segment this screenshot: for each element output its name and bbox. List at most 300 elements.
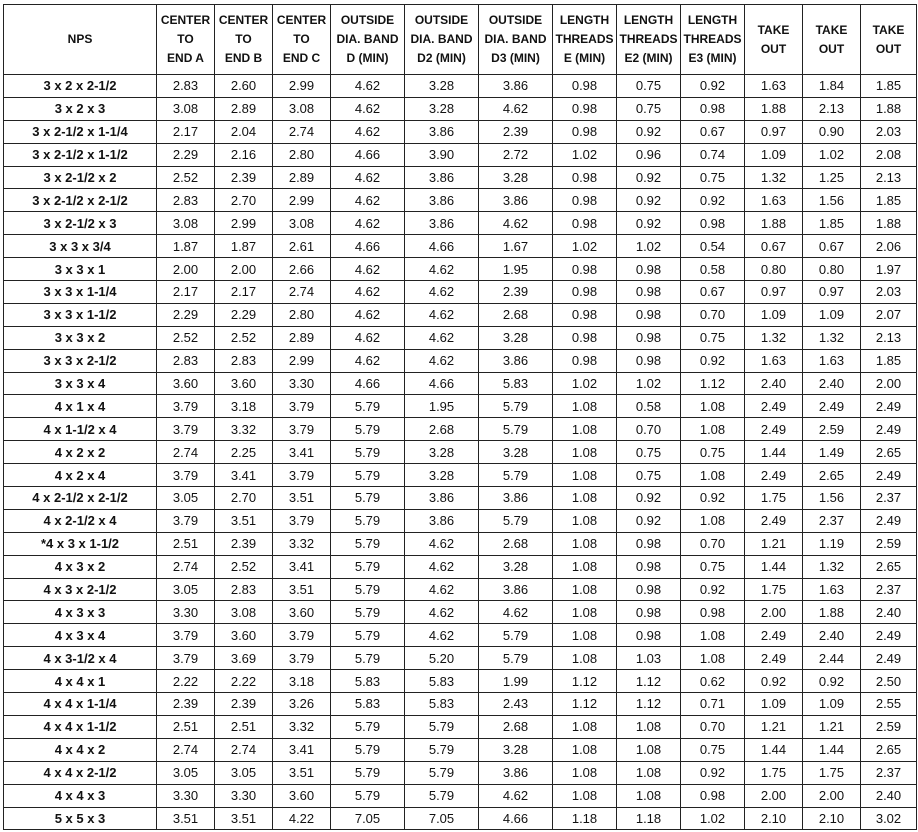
table-header — [4, 5, 917, 75]
value-cell: 1.88 — [861, 97, 917, 120]
value-cell: 2.37 — [861, 578, 917, 601]
value-cell: 0.92 — [681, 578, 745, 601]
value-cell: 1.63 — [745, 349, 803, 372]
value-cell: 3.51 — [273, 578, 331, 601]
value-cell: 0.67 — [803, 235, 861, 258]
value-cell: 3.86 — [479, 75, 553, 98]
value-cell: 1.85 — [861, 189, 917, 212]
value-cell: 3.08 — [215, 601, 273, 624]
value-cell: 3.28 — [479, 555, 553, 578]
value-cell: 0.92 — [617, 166, 681, 189]
table-body — [4, 75, 917, 830]
value-cell: 1.63 — [803, 578, 861, 601]
value-cell: 2.80 — [273, 143, 331, 166]
value-cell: 3.86 — [405, 509, 479, 532]
value-cell: 2.16 — [215, 143, 273, 166]
value-cell: 1.44 — [745, 441, 803, 464]
value-cell: 0.92 — [745, 670, 803, 693]
value-cell: 5.79 — [331, 395, 405, 418]
nps-cell: 4 x 1 x 4 — [4, 395, 157, 418]
value-cell: 0.80 — [803, 258, 861, 281]
nps-cell: 4 x 3 x 3 — [4, 601, 157, 624]
value-cell: 2.49 — [861, 509, 917, 532]
value-cell: 0.98 — [681, 601, 745, 624]
value-cell: 2.10 — [803, 807, 861, 830]
table-row — [4, 647, 917, 670]
table-row — [4, 715, 917, 738]
value-cell: 1.32 — [803, 555, 861, 578]
value-cell: 0.92 — [803, 670, 861, 693]
column-header — [273, 5, 331, 75]
value-cell: 4.66 — [479, 807, 553, 830]
value-cell: 3.28 — [405, 441, 479, 464]
header-text-line: END A — [167, 51, 204, 65]
value-cell: 1.08 — [681, 395, 745, 418]
column-header — [331, 5, 405, 75]
column-header — [681, 5, 745, 75]
table-row — [4, 441, 917, 464]
value-cell: 1.88 — [861, 212, 917, 235]
value-cell: 0.98 — [553, 281, 617, 304]
value-cell: 5.79 — [331, 441, 405, 464]
value-cell: 0.75 — [681, 166, 745, 189]
value-cell: 2.70 — [215, 487, 273, 510]
table-row — [4, 418, 917, 441]
table-row — [4, 372, 917, 395]
value-cell: 3.60 — [273, 784, 331, 807]
value-cell: 0.67 — [681, 120, 745, 143]
value-cell: 4.62 — [331, 258, 405, 281]
value-cell: 2.74 — [273, 120, 331, 143]
header-text-line: CENTER — [276, 13, 327, 27]
value-cell: 3.32 — [215, 418, 273, 441]
value-cell: 0.98 — [553, 258, 617, 281]
value-cell: 0.92 — [617, 189, 681, 212]
value-cell: 1.75 — [745, 578, 803, 601]
value-cell: 5.79 — [479, 395, 553, 418]
value-cell: 0.92 — [681, 349, 745, 372]
value-cell: 2.49 — [745, 418, 803, 441]
header-text-line: TAKE — [757, 22, 790, 37]
value-cell: 1.02 — [617, 235, 681, 258]
header-text-line: E2 (MIN) — [624, 51, 673, 65]
value-cell: 2.49 — [861, 624, 917, 647]
value-cell: 5.79 — [479, 464, 553, 487]
value-cell: 0.92 — [617, 509, 681, 532]
nps-cell: 4 x 4 x 1-1/2 — [4, 715, 157, 738]
value-cell: 1.32 — [803, 326, 861, 349]
value-cell: 3.86 — [405, 212, 479, 235]
value-cell: 5.79 — [331, 738, 405, 761]
value-cell: 3.08 — [273, 97, 331, 120]
value-cell: 3.30 — [157, 601, 215, 624]
value-cell: 1.88 — [745, 97, 803, 120]
value-cell: 0.98 — [617, 326, 681, 349]
value-cell: 0.70 — [681, 532, 745, 555]
value-cell: 1.12 — [617, 693, 681, 716]
dimensions-table — [3, 4, 917, 830]
value-cell: 2.17 — [215, 281, 273, 304]
value-cell: 2.65 — [803, 464, 861, 487]
value-cell: 1.63 — [745, 189, 803, 212]
value-cell: 3.60 — [157, 372, 215, 395]
value-cell: 1.44 — [803, 738, 861, 761]
value-cell: 2.52 — [157, 326, 215, 349]
value-cell: 0.97 — [745, 281, 803, 304]
nps-cell: 5 x 5 x 3 — [4, 807, 157, 830]
value-cell: 2.00 — [803, 784, 861, 807]
nps-cell: 3 x 3 x 1-1/2 — [4, 303, 157, 326]
value-cell: 1.84 — [803, 75, 861, 98]
header-text-line: END C — [282, 51, 321, 65]
value-cell: 2.52 — [157, 166, 215, 189]
value-cell: 1.08 — [553, 509, 617, 532]
value-cell: 3.86 — [479, 578, 553, 601]
value-cell: 3.79 — [273, 509, 331, 532]
header-text-line: D (MIN) — [346, 51, 389, 65]
value-cell: 0.75 — [617, 75, 681, 98]
table-row — [4, 143, 917, 166]
value-cell: 3.79 — [157, 464, 215, 487]
value-cell: 1.75 — [745, 761, 803, 784]
value-cell: 1.08 — [681, 418, 745, 441]
header-text-line: THREADS — [619, 32, 678, 46]
value-cell: 3.60 — [273, 601, 331, 624]
nps-cell: 3 x 2-1/2 x 1-1/4 — [4, 120, 157, 143]
value-cell: 1.85 — [803, 212, 861, 235]
value-cell: 3.79 — [157, 647, 215, 670]
value-cell: 3.86 — [479, 487, 553, 510]
column-header-nps — [4, 5, 157, 75]
header-text-line: E (MIN) — [563, 51, 606, 65]
header-text-line: TO — [177, 32, 194, 46]
value-cell: 3.60 — [215, 624, 273, 647]
value-cell: 1.02 — [681, 807, 745, 830]
value-cell: 0.98 — [681, 97, 745, 120]
header-text-line: OUTSIDE — [414, 13, 469, 27]
value-cell: 2.13 — [803, 97, 861, 120]
value-cell: 3.28 — [479, 326, 553, 349]
value-cell: 2.99 — [273, 75, 331, 98]
value-cell: 2.49 — [861, 418, 917, 441]
value-cell: 2.89 — [215, 97, 273, 120]
value-cell: 3.51 — [273, 761, 331, 784]
value-cell: 2.51 — [157, 715, 215, 738]
value-cell: 3.86 — [405, 487, 479, 510]
header-text-line: TAKE — [872, 22, 905, 37]
value-cell: 0.97 — [745, 120, 803, 143]
value-cell: 4.62 — [331, 97, 405, 120]
value-cell: 2.39 — [215, 166, 273, 189]
value-cell: 1.08 — [553, 464, 617, 487]
value-cell: 2.74 — [157, 441, 215, 464]
table-row — [4, 303, 917, 326]
value-cell: 3.79 — [157, 509, 215, 532]
value-cell: 4.62 — [479, 97, 553, 120]
value-cell: 2.49 — [861, 464, 917, 487]
value-cell: 0.98 — [553, 120, 617, 143]
value-cell: 1.25 — [803, 166, 861, 189]
value-cell: 1.09 — [745, 143, 803, 166]
value-cell: 2.74 — [157, 738, 215, 761]
value-cell: 2.66 — [273, 258, 331, 281]
nps-cell: 4 x 2-1/2 x 2-1/2 — [4, 487, 157, 510]
value-cell: 2.40 — [745, 372, 803, 395]
column-header — [745, 5, 803, 75]
value-cell: 5.79 — [479, 509, 553, 532]
value-cell: 3.86 — [405, 120, 479, 143]
nps-cell: 3 x 2-1/2 x 3 — [4, 212, 157, 235]
nps-cell: 3 x 2-1/2 x 2 — [4, 166, 157, 189]
value-cell: 1.09 — [803, 693, 861, 716]
nps-cell: 3 x 2 x 2-1/2 — [4, 75, 157, 98]
value-cell: 2.37 — [803, 509, 861, 532]
value-cell: 2.03 — [861, 120, 917, 143]
value-cell: 0.75 — [681, 555, 745, 578]
value-cell: 1.32 — [745, 326, 803, 349]
value-cell: 2.40 — [803, 372, 861, 395]
value-cell: 2.25 — [215, 441, 273, 464]
value-cell: 4.62 — [331, 212, 405, 235]
value-cell: 1.09 — [745, 693, 803, 716]
nps-cell: 4 x 4 x 2 — [4, 738, 157, 761]
value-cell: 1.18 — [617, 807, 681, 830]
header-text-line: CENTER — [160, 13, 211, 27]
value-cell: 2.83 — [215, 349, 273, 372]
column-header — [405, 5, 479, 75]
value-cell: 4.22 — [273, 807, 331, 830]
value-cell: 1.08 — [553, 441, 617, 464]
value-cell: 1.12 — [553, 670, 617, 693]
value-cell: 4.62 — [331, 349, 405, 372]
value-cell: 1.08 — [553, 715, 617, 738]
value-cell: 4.62 — [331, 75, 405, 98]
nps-cell: 3 x 3 x 2 — [4, 326, 157, 349]
value-cell: 1.08 — [553, 601, 617, 624]
table-row — [4, 349, 917, 372]
table-row — [4, 784, 917, 807]
value-cell: 3.86 — [479, 349, 553, 372]
value-cell: 1.87 — [157, 235, 215, 258]
value-cell: 2.13 — [861, 326, 917, 349]
value-cell: 1.44 — [745, 738, 803, 761]
value-cell: 1.87 — [215, 235, 273, 258]
value-cell: 5.79 — [331, 624, 405, 647]
value-cell: 1.08 — [617, 784, 681, 807]
value-cell: 2.68 — [479, 532, 553, 555]
value-cell: 5.79 — [479, 418, 553, 441]
header-text-line: LENGTH — [559, 13, 610, 27]
value-cell: 0.98 — [617, 281, 681, 304]
value-cell: 1.95 — [405, 395, 479, 418]
value-cell: 4.62 — [479, 784, 553, 807]
value-cell: 0.98 — [617, 532, 681, 555]
value-cell: 1.08 — [553, 532, 617, 555]
value-cell: 1.19 — [803, 532, 861, 555]
value-cell: 1.08 — [681, 624, 745, 647]
value-cell: 2.39 — [157, 693, 215, 716]
nps-cell: 3 x 2-1/2 x 1-1/2 — [4, 143, 157, 166]
value-cell: 1.21 — [745, 715, 803, 738]
value-cell: 3.18 — [215, 395, 273, 418]
value-cell: 0.62 — [681, 670, 745, 693]
value-cell: 3.51 — [215, 807, 273, 830]
header-text-line: LENGTH — [687, 13, 738, 27]
value-cell: 0.90 — [803, 120, 861, 143]
value-cell: 3.60 — [215, 372, 273, 395]
table-row — [4, 75, 917, 98]
value-cell: 2.00 — [745, 601, 803, 624]
value-cell: 3.30 — [215, 784, 273, 807]
value-cell: 1.08 — [681, 464, 745, 487]
value-cell: 0.70 — [681, 303, 745, 326]
value-cell: 0.75 — [617, 97, 681, 120]
value-cell: 2.65 — [861, 555, 917, 578]
value-cell: 0.98 — [617, 578, 681, 601]
value-cell: 3.41 — [215, 464, 273, 487]
value-cell: 3.79 — [157, 624, 215, 647]
value-cell: 1.56 — [803, 189, 861, 212]
value-cell: 3.28 — [405, 75, 479, 98]
value-cell: 2.22 — [215, 670, 273, 693]
value-cell: 1.08 — [553, 784, 617, 807]
header-text-line: LENGTH — [623, 13, 674, 27]
value-cell: 3.51 — [273, 487, 331, 510]
header-text-line: OUT — [875, 41, 902, 56]
value-cell: 2.00 — [745, 784, 803, 807]
value-cell: 3.28 — [479, 738, 553, 761]
value-cell: 2.80 — [273, 303, 331, 326]
value-cell: 3.79 — [157, 418, 215, 441]
value-cell: 3.41 — [273, 738, 331, 761]
column-header — [553, 5, 617, 75]
table-row — [4, 395, 917, 418]
value-cell: 4.66 — [405, 235, 479, 258]
value-cell: 2.59 — [803, 418, 861, 441]
column-header — [617, 5, 681, 75]
value-cell: 0.96 — [617, 143, 681, 166]
value-cell: 5.79 — [331, 487, 405, 510]
column-header — [861, 5, 917, 75]
header-text-line: OUT — [760, 41, 787, 56]
value-cell: 4.62 — [331, 166, 405, 189]
value-cell: 2.89 — [273, 166, 331, 189]
column-header — [803, 5, 861, 75]
value-cell: 5.79 — [405, 715, 479, 738]
value-cell: 2.49 — [745, 509, 803, 532]
value-cell: 1.02 — [553, 372, 617, 395]
value-cell: 5.79 — [405, 738, 479, 761]
header-text-line: TO — [293, 32, 310, 46]
value-cell: 4.62 — [405, 532, 479, 555]
value-cell: 5.79 — [331, 715, 405, 738]
value-cell: 3.86 — [479, 761, 553, 784]
table-row — [4, 166, 917, 189]
value-cell: 1.99 — [479, 670, 553, 693]
value-cell: 3.28 — [405, 464, 479, 487]
value-cell: 1.97 — [861, 258, 917, 281]
header-text-line: TAKE — [815, 22, 848, 37]
table-row — [4, 97, 917, 120]
value-cell: 0.98 — [617, 258, 681, 281]
value-cell: 2.52 — [215, 555, 273, 578]
value-cell: 2.60 — [215, 75, 273, 98]
value-cell: 2.59 — [861, 532, 917, 555]
value-cell: 1.02 — [803, 143, 861, 166]
value-cell: 1.02 — [553, 143, 617, 166]
value-cell: 2.49 — [745, 624, 803, 647]
value-cell: 3.86 — [479, 189, 553, 212]
header-text-line: OUTSIDE — [340, 13, 395, 27]
value-cell: 1.75 — [745, 487, 803, 510]
value-cell: 1.09 — [745, 303, 803, 326]
value-cell: 3.79 — [157, 395, 215, 418]
value-cell: 0.54 — [681, 235, 745, 258]
value-cell: 0.98 — [553, 303, 617, 326]
nps-cell: 3 x 3 x 3/4 — [4, 235, 157, 258]
value-cell: 5.83 — [331, 693, 405, 716]
nps-cell: 4 x 3 x 4 — [4, 624, 157, 647]
value-cell: 2.65 — [861, 441, 917, 464]
value-cell: 2.83 — [157, 189, 215, 212]
value-cell: 1.08 — [617, 761, 681, 784]
value-cell: 2.51 — [157, 532, 215, 555]
value-cell: 1.08 — [553, 555, 617, 578]
table-row — [4, 807, 917, 830]
value-cell: 2.29 — [157, 303, 215, 326]
value-cell: 1.12 — [617, 670, 681, 693]
value-cell: 5.79 — [331, 647, 405, 670]
value-cell: 3.32 — [273, 532, 331, 555]
value-cell: 2.39 — [479, 281, 553, 304]
value-cell: 1.08 — [617, 715, 681, 738]
value-cell: 0.58 — [617, 395, 681, 418]
value-cell: 1.85 — [861, 75, 917, 98]
value-cell: 3.86 — [405, 166, 479, 189]
column-header — [157, 5, 215, 75]
value-cell: 1.08 — [553, 395, 617, 418]
header-text-line: CENTER — [218, 13, 269, 27]
value-cell: 2.65 — [861, 738, 917, 761]
value-cell: 3.69 — [215, 647, 273, 670]
value-cell: 3.05 — [157, 487, 215, 510]
value-cell: 3.32 — [273, 715, 331, 738]
value-cell: 7.05 — [331, 807, 405, 830]
value-cell: 2.74 — [157, 555, 215, 578]
value-cell: 0.67 — [745, 235, 803, 258]
value-cell: 0.98 — [553, 326, 617, 349]
value-cell: 2.74 — [215, 738, 273, 761]
value-cell: 4.62 — [405, 326, 479, 349]
value-cell: 2.22 — [157, 670, 215, 693]
nps-cell: *4 x 3 x 1-1/2 — [4, 532, 157, 555]
value-cell: 2.49 — [745, 647, 803, 670]
value-cell: 4.66 — [405, 372, 479, 395]
value-cell: 5.79 — [331, 532, 405, 555]
value-cell: 2.37 — [861, 761, 917, 784]
value-cell: 3.79 — [273, 418, 331, 441]
table-row — [4, 532, 917, 555]
nps-cell: 3 x 3 x 4 — [4, 372, 157, 395]
value-cell: 1.88 — [745, 212, 803, 235]
value-cell: 0.98 — [553, 349, 617, 372]
table-row — [4, 212, 917, 235]
header-text-line: THREADS — [683, 32, 742, 46]
value-cell: 1.08 — [681, 509, 745, 532]
value-cell: 0.98 — [617, 601, 681, 624]
value-cell: 2.49 — [861, 647, 917, 670]
value-cell: 2.13 — [861, 166, 917, 189]
